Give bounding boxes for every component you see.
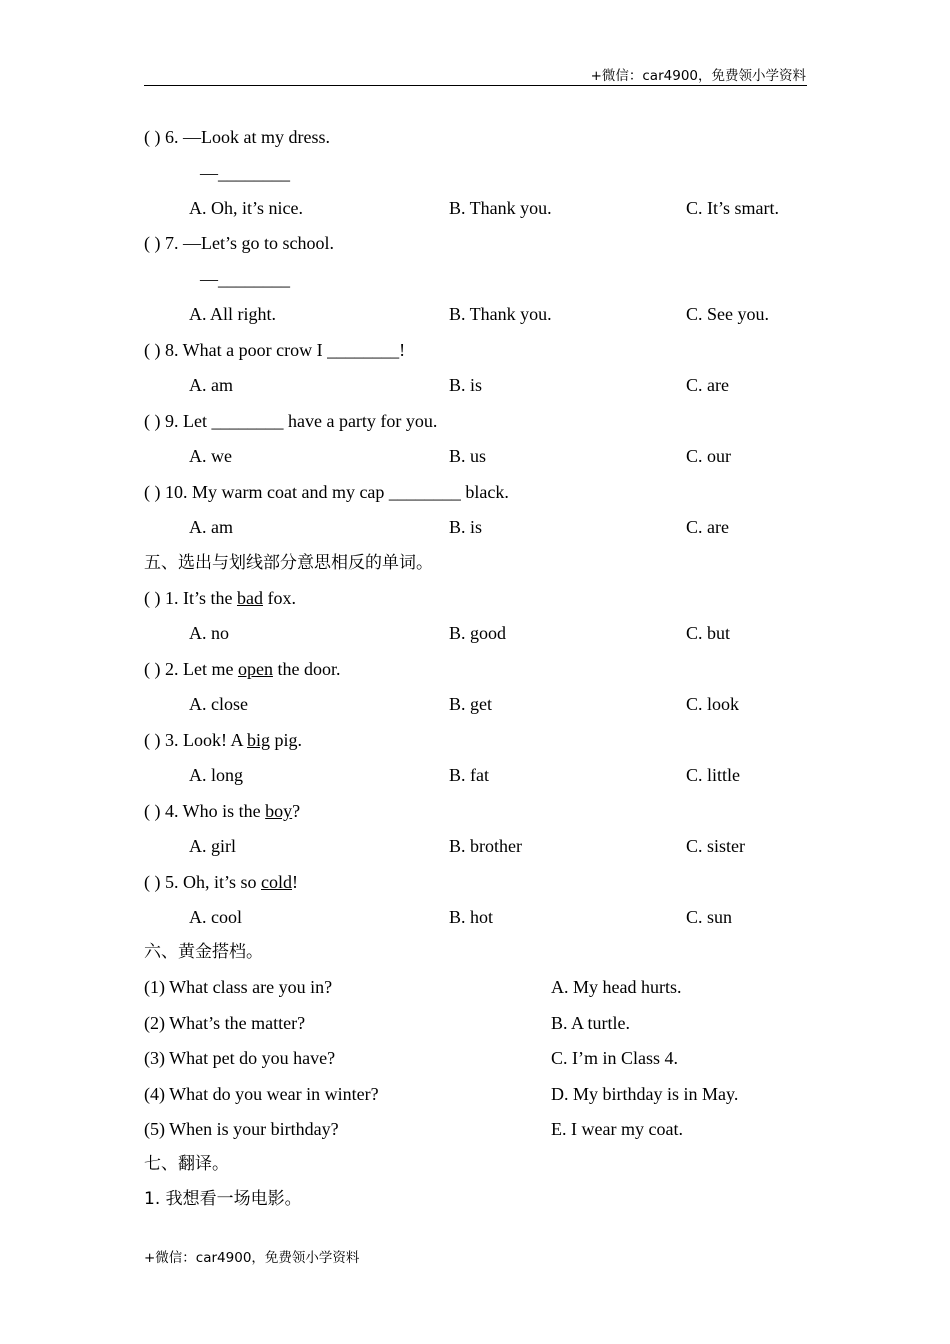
antonym-5-option-b: B. hot (449, 907, 494, 927)
translation-item-1: 1. 我想看一场电影。 (144, 1189, 302, 1209)
question-6-stem: ( ) 6. —Look at my dress. (144, 127, 330, 147)
match-answer-e: E. I wear my coat. (551, 1119, 683, 1139)
question-7-stem: ( ) 7. —Let’s go to school. (144, 233, 334, 253)
antonym-question-2 (144, 658, 340, 680)
antonym-3-prefix: ( ) 3. Look! A (144, 730, 247, 750)
antonym-1-prefix: ( ) 1. It’s the (144, 588, 237, 608)
antonym-2-option-a: A. close (189, 694, 248, 714)
antonym-1-option-a: A. no (189, 623, 229, 643)
header-divider (144, 85, 807, 86)
section-5-title: 五、选出与划线部分意思相反的单词。 (144, 553, 433, 573)
antonym-2-option-b: B. get (449, 694, 492, 714)
question-9-stem: ( ) 9. Let ________ have a party for you. (144, 411, 438, 431)
antonym-question-1 (144, 587, 296, 609)
match-answer-b: B. A turtle. (551, 1013, 631, 1033)
question-7-option-b: B. Thank you. (449, 304, 552, 324)
question-10-option-a: A. am (189, 517, 233, 537)
antonym-3-underlined-word: big (247, 730, 271, 750)
question-6-option-c: C. It’s smart. (686, 198, 779, 218)
match-question-2: (2) What’s the matter? (144, 1013, 306, 1033)
antonym-2-suffix: the door. (272, 659, 341, 679)
question-9-option-b: B. us (449, 446, 487, 466)
antonym-5-underlined-word: cold (261, 872, 292, 892)
match-question-5: (5) When is your birthday? (144, 1119, 339, 1139)
antonym-5-suffix: ! (292, 872, 298, 892)
match-answer-a: A. My head hurts. (551, 977, 682, 997)
antonym-2-underlined-word: open (237, 659, 273, 679)
match-question-4: (4) What do you wear in winter? (144, 1084, 379, 1104)
antonym-1-underlined-word: bad (236, 588, 263, 608)
antonym-4-option-a: A. girl (189, 836, 236, 856)
question-9-option-a: A. we (189, 446, 232, 466)
question-10-option-c: C. are (686, 517, 729, 537)
match-answer-d: D. My birthday is in May. (551, 1084, 739, 1104)
antonym-3-option-b: B. fat (449, 765, 489, 785)
antonym-question-3 (144, 729, 302, 751)
section-6-title: 六、黄金搭档。 (144, 942, 263, 962)
question-6-option-b: B. Thank you. (449, 198, 552, 218)
question-8-option-b: B. is (449, 375, 483, 395)
antonym-1-option-c: C. but (686, 623, 731, 643)
question-7-option-c: C. See you. (686, 304, 769, 324)
antonym-5-prefix: ( ) 5. Oh, it’s so (144, 872, 261, 892)
antonym-question-4 (144, 800, 300, 822)
question-8-stem: ( ) 8. What a poor crow I ________! (144, 340, 406, 360)
antonym-4-suffix: ? (292, 801, 301, 821)
section-7-title: 七、翻译。 (144, 1154, 229, 1174)
question-7-reply-blank: —________ (200, 269, 290, 289)
question-6-option-a: A. Oh, it’s nice. (189, 198, 303, 218)
antonym-5-option-a: A. cool (189, 907, 242, 927)
antonym-3-suffix: pig. (270, 730, 303, 750)
antonym-1-option-b: B. good (449, 623, 507, 643)
header-watermark: +微信：car4900，免费领小学资料 (590, 68, 806, 84)
question-8-option-a: A. am (189, 375, 233, 395)
footer-watermark: +微信：car4900，免费领小学资料 (144, 1250, 360, 1266)
antonym-3-option-a: A. long (189, 765, 243, 785)
antonym-2-option-c: C. look (686, 694, 740, 714)
question-9-option-c: C. our (686, 446, 731, 466)
question-10-stem: ( ) 10. My warm coat and my cap ________ black. (144, 482, 509, 502)
match-question-1: (1) What class are you in? (144, 977, 333, 997)
antonym-4-option-c: C. sister (686, 836, 746, 856)
antonym-2-prefix: ( ) 2. Let me (144, 659, 238, 679)
antonym-4-option-b: B. brother (449, 836, 522, 856)
match-answer-c: C. I’m in Class 4. (551, 1048, 679, 1068)
antonym-question-5 (144, 871, 298, 893)
question-10-option-b: B. is (449, 517, 483, 537)
antonym-1-suffix: fox. (262, 588, 296, 608)
question-7-option-a: A. All right. (189, 304, 277, 324)
antonym-4-underlined-word: boy (265, 801, 293, 821)
match-question-3: (3) What pet do you have? (144, 1048, 336, 1068)
question-8-option-c: C. are (686, 375, 729, 395)
antonym-5-option-c: C. sun (686, 907, 733, 927)
antonym-4-prefix: ( ) 4. Who is the (144, 801, 266, 821)
question-6-reply-blank: —________ (200, 163, 290, 183)
antonym-3-option-c: C. little (686, 765, 740, 785)
